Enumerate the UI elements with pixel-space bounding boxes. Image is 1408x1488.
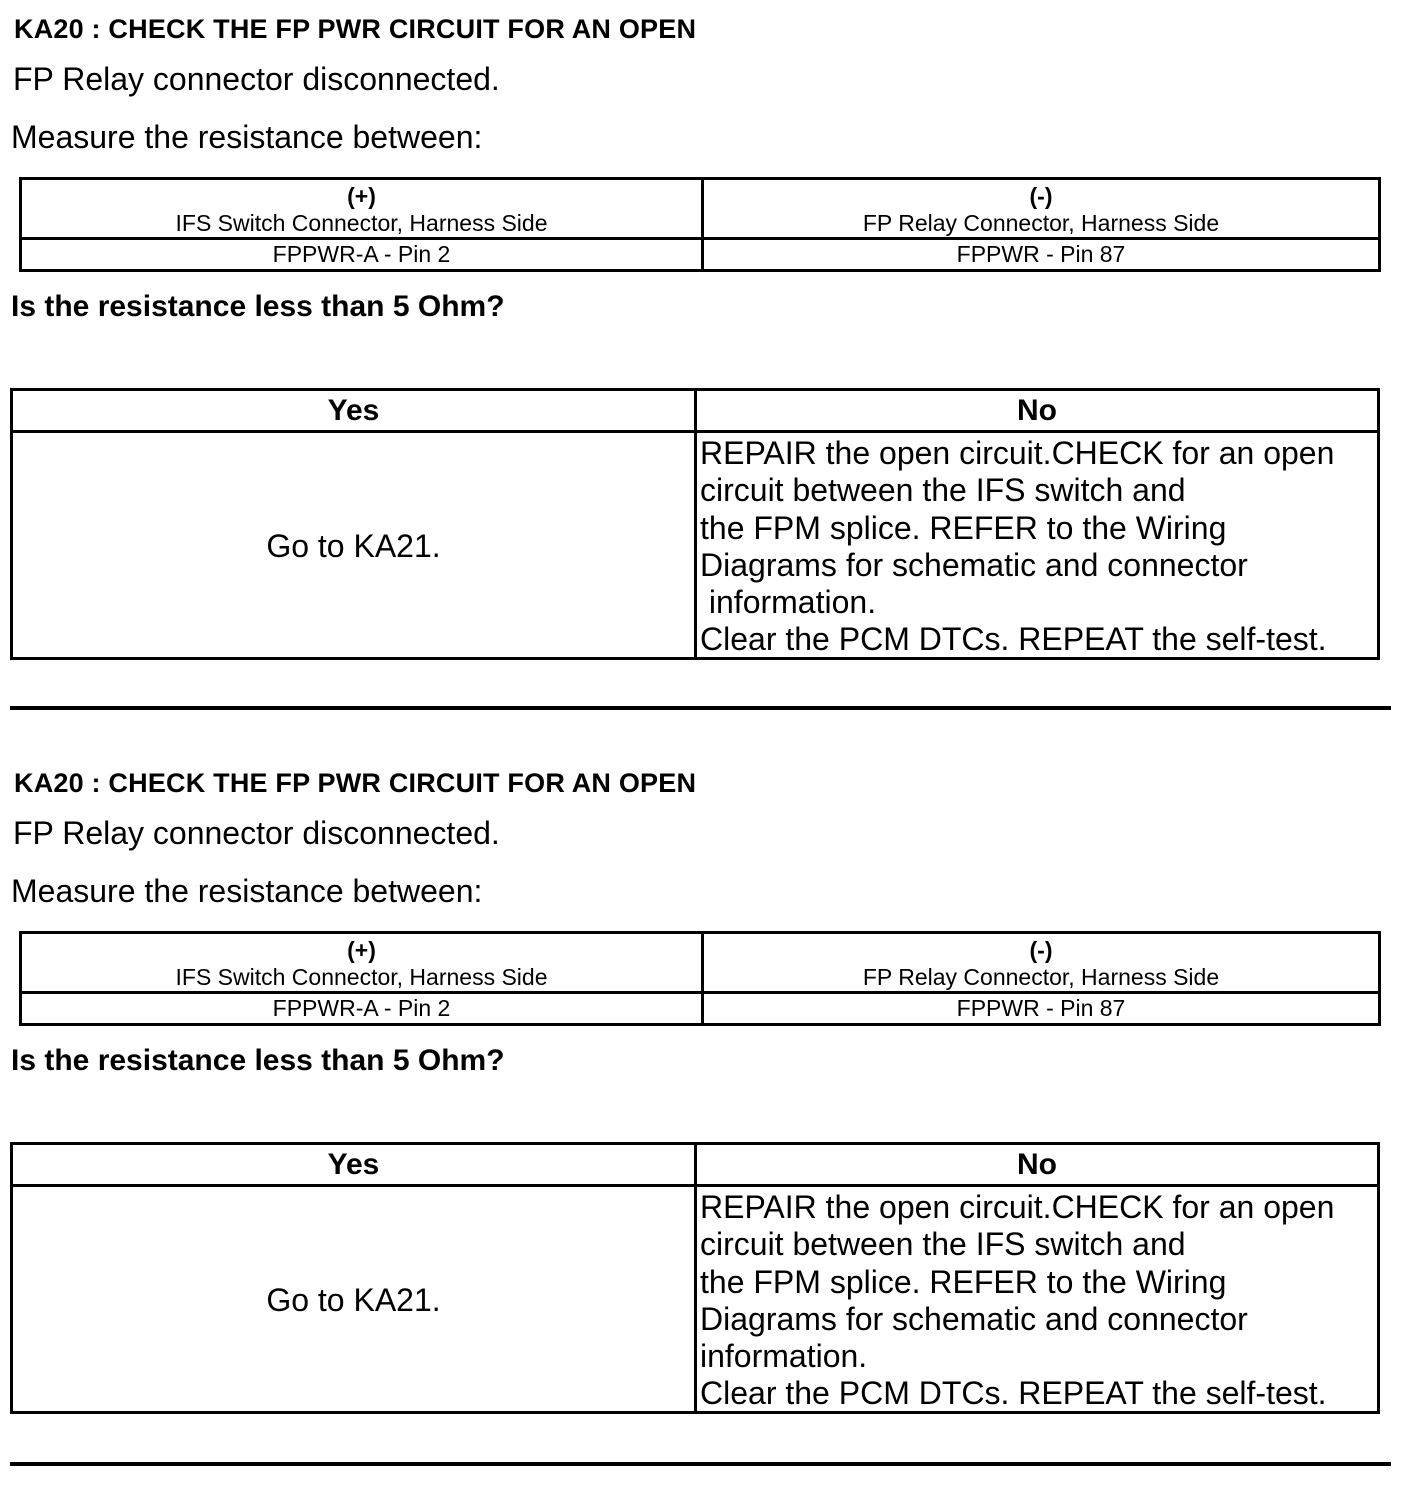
no-action-line: REPAIR the open circuit.CHECK for an open <box>700 435 1335 471</box>
no-action-line: circuit between the IFS switch and <box>700 472 1186 509</box>
yes-action: Go to KA21. <box>266 528 441 564</box>
positive-pin: FPPWR-A - Pin 2 <box>272 995 451 1021</box>
positive-pin: FPPWR-A - Pin 2 <box>272 241 451 267</box>
no-action-line: Clear the PCM DTCs. REPEAT the self-test. <box>700 1375 1327 1412</box>
no-action-line: REPAIR the open circuit.CHECK for an open <box>700 1189 1335 1225</box>
no-action-line: Diagrams for schematic and connector <box>700 1300 1248 1337</box>
yes-no-table <box>10 1142 1380 1414</box>
step-instruction: Measure the resistance between: <box>11 119 483 155</box>
positive-sign: (+) <box>347 937 376 963</box>
negative-connector-label: FP Relay Connector, Harness Side <box>862 964 1220 990</box>
step-instruction: Measure the resistance between: <box>11 873 483 909</box>
measurement-table <box>19 177 1381 272</box>
positive-connector-label: IFS Switch Connector, Harness Side <box>175 210 548 236</box>
no-header: No <box>1017 394 1057 427</box>
no-action-line: circuit between the IFS switch and <box>700 1226 1186 1263</box>
section-divider <box>10 706 1391 710</box>
yes-header: Yes <box>327 1148 380 1181</box>
no-action-line: the FPM splice. REFER to the Wiring <box>700 509 1227 546</box>
positive-probe-header <box>22 937 701 991</box>
step-condition: FP Relay connector disconnected. <box>13 815 500 851</box>
no-action-line: Clear the PCM DTCs. REPEAT the self-test. <box>700 621 1327 658</box>
no-action-line: information. <box>700 1338 868 1375</box>
negative-sign: (-) <box>1029 937 1053 963</box>
positive-probe-header <box>22 183 701 237</box>
negative-connector-label: FP Relay Connector, Harness Side <box>862 210 1220 236</box>
no-action <box>700 1189 1334 1413</box>
step-question: Is the resistance less than 5 Ohm? <box>11 290 505 323</box>
positive-connector-label: IFS Switch Connector, Harness Side <box>175 964 548 990</box>
yes-action: Go to KA21. <box>266 1282 441 1318</box>
positive-sign: (+) <box>347 183 376 209</box>
step-question: Is the resistance less than 5 Ohm? <box>11 1044 505 1077</box>
negative-probe-header <box>704 183 1378 237</box>
yes-no-table <box>10 388 1380 660</box>
yes-header: Yes <box>327 394 380 427</box>
measurement-table <box>19 931 1381 1026</box>
negative-pin: FPPWR - Pin 87 <box>956 995 1126 1021</box>
no-action-line: Diagrams for schematic and connector <box>700 546 1248 583</box>
negative-pin: FPPWR - Pin 87 <box>956 241 1126 267</box>
no-action-line: the FPM splice. REFER to the Wiring <box>700 1263 1227 1300</box>
no-action-line: information. <box>700 584 877 621</box>
no-header: No <box>1017 1148 1057 1181</box>
no-action <box>700 435 1334 659</box>
section-divider <box>10 1462 1391 1466</box>
step-title: KA20 : CHECK THE FP PWR CIRCUIT FOR AN OPEN <box>14 768 697 798</box>
step-condition: FP Relay connector disconnected. <box>13 61 500 97</box>
step-title: KA20 : CHECK THE FP PWR CIRCUIT FOR AN OPEN <box>14 14 697 44</box>
negative-sign: (-) <box>1029 183 1053 209</box>
negative-probe-header <box>704 937 1378 991</box>
